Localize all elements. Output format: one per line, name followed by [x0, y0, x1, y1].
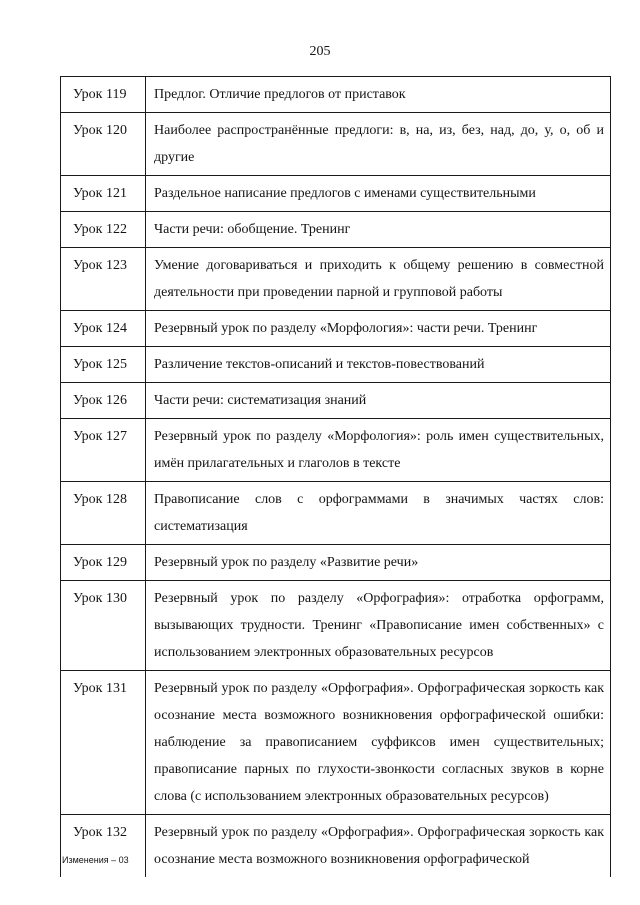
table-row [61, 545, 611, 581]
lesson-number: Урок 132 [61, 815, 146, 878]
table-row [61, 248, 611, 311]
lesson-topic: Предлог. Отличие предлогов от приставок [146, 77, 611, 113]
table-row [61, 77, 611, 113]
lessons-table [60, 76, 611, 877]
lesson-number: Урок 127 [61, 419, 146, 482]
page-number: 205 [309, 44, 331, 59]
table-row [61, 311, 611, 347]
table-row [61, 671, 611, 815]
lesson-topic: Резервный урок по разделу «Орфография»: отработка орфограмм, вызывающих трудности. Тренинг «Правописание имен собственных» с использованием электронных образовательных ресурсов [146, 581, 611, 671]
lesson-topic: Умение договариваться и приходить к общему решению в совместной деятельности при проведении парной и групповой работы [146, 248, 611, 311]
lesson-number: Урок 123 [61, 248, 146, 311]
lesson-number: Урок 122 [61, 212, 146, 248]
table-row [61, 176, 611, 212]
lesson-topic: Правописание слов с орфограммами в значимых частях слов: систематизация [146, 482, 611, 545]
lesson-number: Урок 129 [61, 545, 146, 581]
lesson-number: Урок 125 [61, 347, 146, 383]
lesson-number: Урок 119 [61, 77, 146, 113]
table-row [61, 419, 611, 482]
lesson-topic: Резервный урок по разделу «Морфология»: роль имен существительных, имён прилагательных и глаголов в тексте [146, 419, 611, 482]
lesson-number: Урок 126 [61, 383, 146, 419]
lesson-number: Урок 124 [61, 311, 146, 347]
lesson-topic: Резервный урок по разделу «Орфография». Орфографическая зоркость как осознание места возможного возникновения орфографической [146, 815, 611, 878]
lesson-number: Урок 121 [61, 176, 146, 212]
table-row [61, 383, 611, 419]
lesson-topic: Наиболее распространённые предлоги: в, на, из, без, над, до, у, о, об и другие [146, 113, 611, 176]
lesson-topic: Части речи: обобщение. Тренинг [146, 212, 611, 248]
lesson-number: Урок 128 [61, 482, 146, 545]
lesson-number: Урок 130 [61, 581, 146, 671]
lesson-topic: Резервный урок по разделу «Морфология»: части речи. Тренинг [146, 311, 611, 347]
lesson-number: Урок 131 [61, 671, 146, 815]
lesson-topic: Резервный урок по разделу «Орфография». Орфографическая зоркость как осознание места возможного возникновения орфографической ошибки: наблюдение за правописанием суффиксов имен существительных; правописание парных по глухости-звонкости согласных звуков в корне слова (с использованием электронных образовательных ресурсов) [146, 671, 611, 815]
lesson-number: Урок 120 [61, 113, 146, 176]
page-footer: Изменения – 03 [62, 855, 129, 865]
lesson-topic: Раздельное написание предлогов с именами существительными [146, 176, 611, 212]
table-row [61, 212, 611, 248]
table-row [61, 815, 611, 878]
table-row [61, 347, 611, 383]
lesson-topic: Части речи: систематизация знаний [146, 383, 611, 419]
lesson-topic: Резервный урок по разделу «Развитие речи» [146, 545, 611, 581]
table-row [61, 482, 611, 545]
table-row [61, 581, 611, 671]
table-row [61, 113, 611, 176]
lesson-topic: Различение текстов-описаний и текстов-повествований [146, 347, 611, 383]
